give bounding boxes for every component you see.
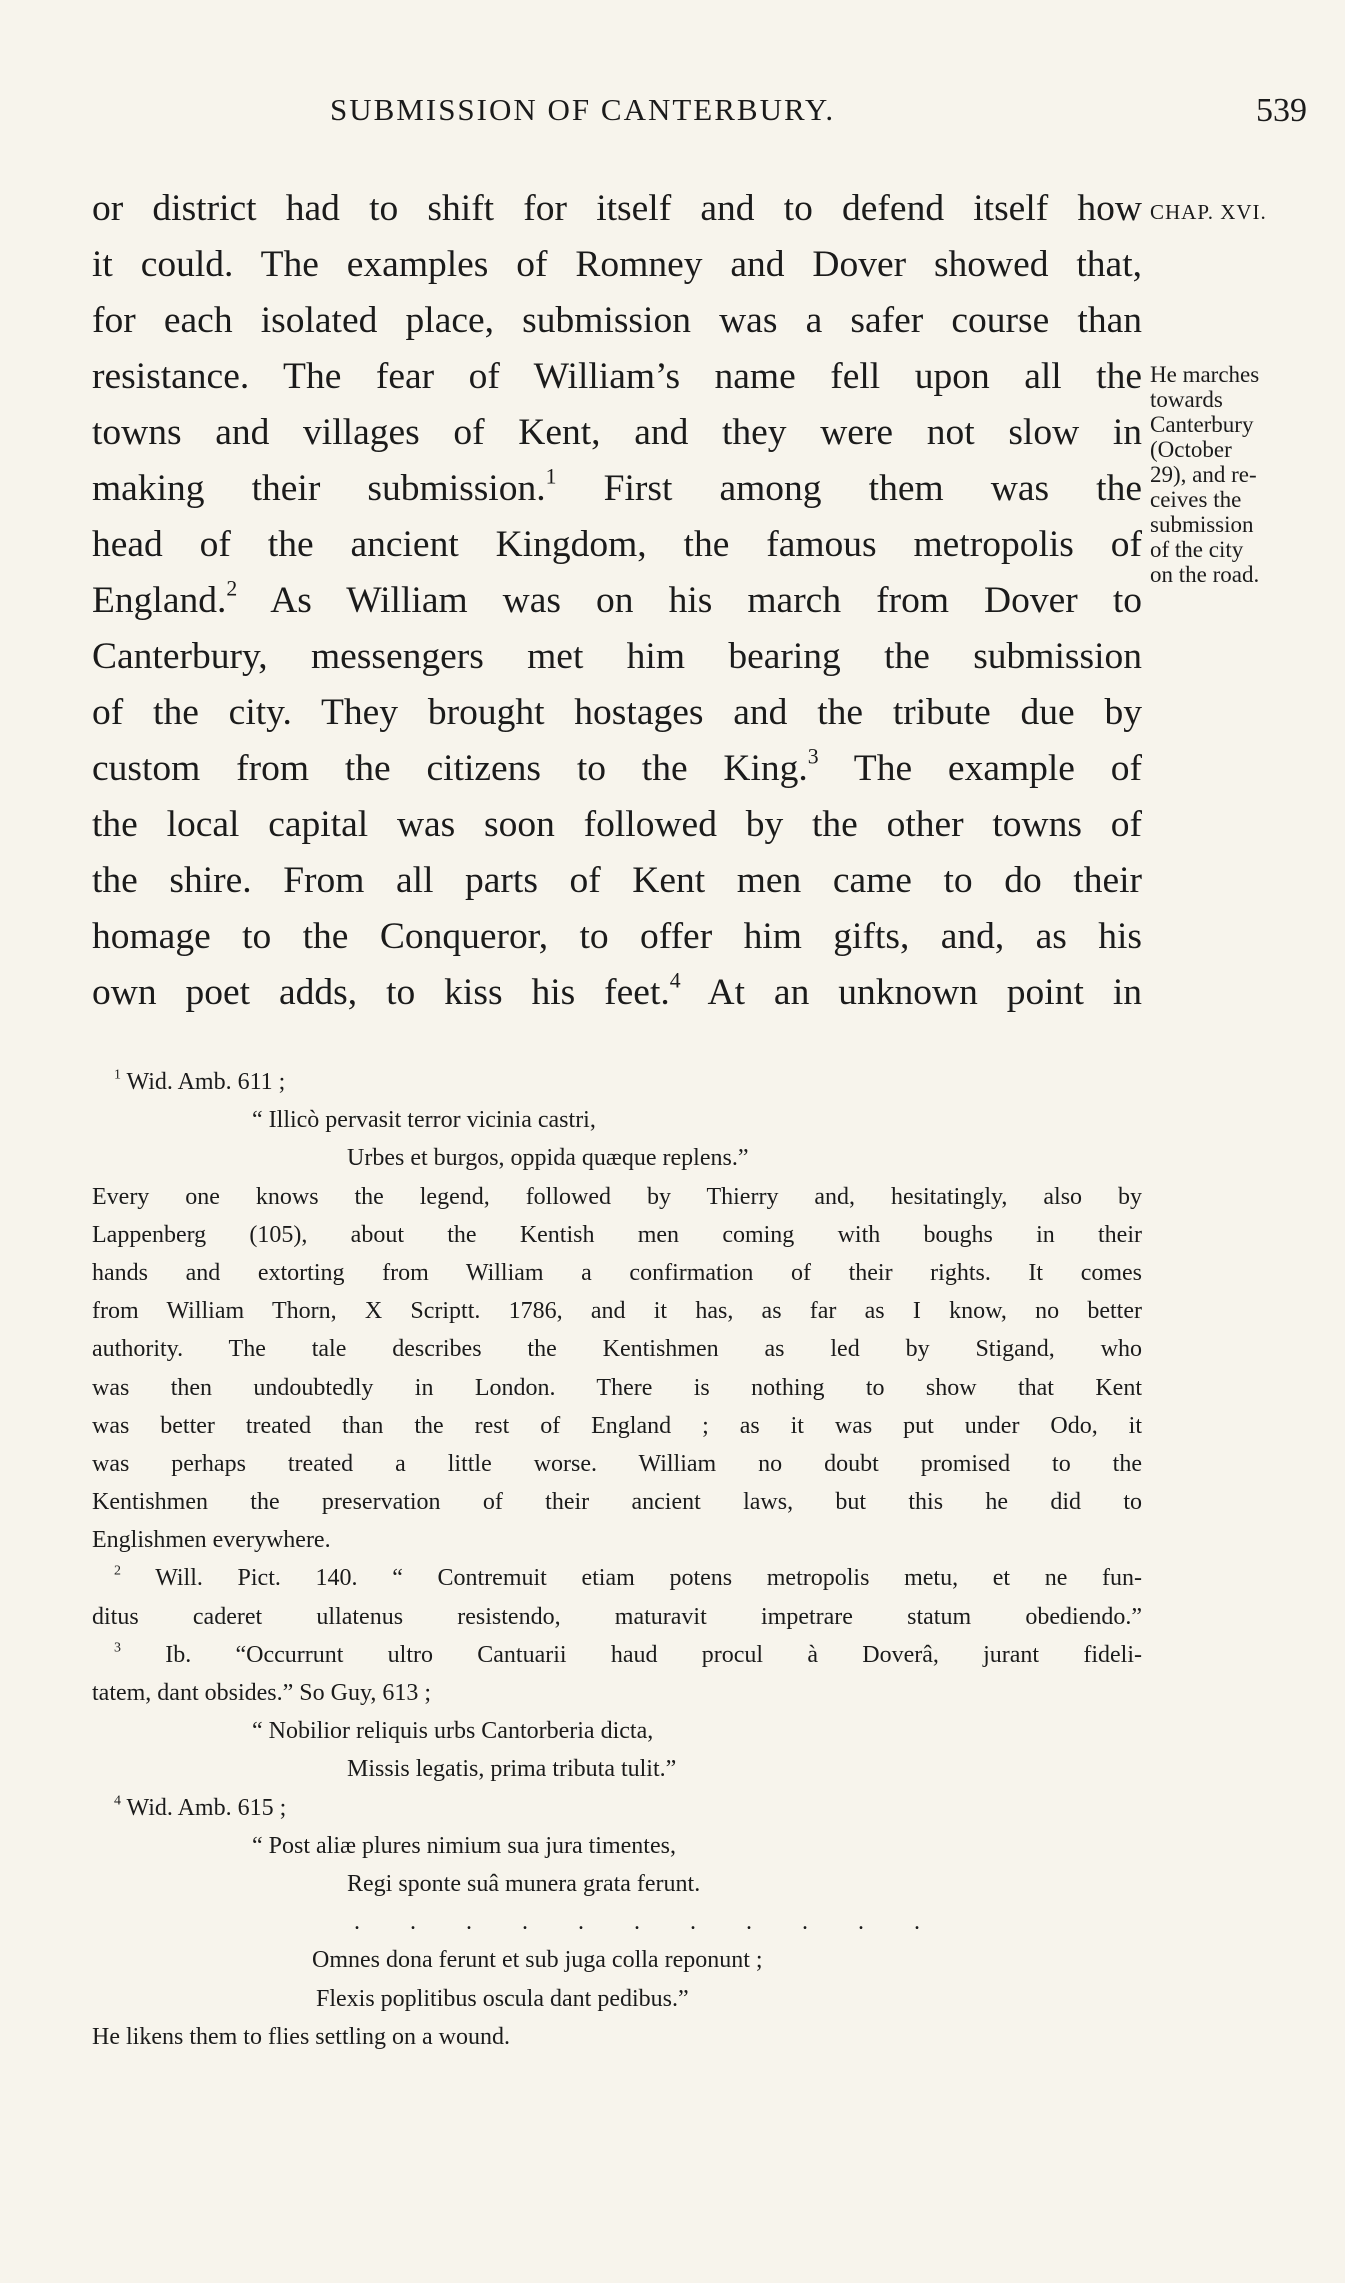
- body-segment: making their submission.: [92, 468, 546, 509]
- body-line: resistance. The fear of William’s name fell upon all the: [92, 356, 1142, 397]
- footnote-verse: Regi sponte suâ munera grata ferunt.: [347, 1870, 701, 1897]
- body-line: it could. The examples of Romney and Dover showed that,: [92, 244, 1142, 285]
- footnote-line: hands and extorting from William a confirmation of their rights. It comes: [92, 1259, 1142, 1286]
- footnote-marker: 1: [114, 1067, 121, 1083]
- body-segment: First among them was the: [556, 468, 1142, 509]
- footnote-text: Ib. “Occurrunt ultro Cantuarii haud procul à Doverâ, jurant fideli-: [165, 1641, 1143, 1668]
- footnote-line: He likens them to flies settling on a wound.: [92, 2023, 510, 2050]
- footnote-line: tatem, dant obsides.” So Guy, 613 ;: [92, 1680, 432, 1706]
- body-line: [92, 461, 1142, 517]
- footnote-verse: Omnes dona ferunt et sub juga colla reponunt ;: [312, 1947, 763, 1974]
- running-header: [92, 92, 1307, 140]
- footnote-1-head: [92, 1063, 1142, 1101]
- body-line: [92, 965, 1142, 1021]
- body-line: for each isolated place, submission was a safer course than: [92, 300, 1142, 341]
- footnote-line: was then undoubtedly in London. There is nothing to show that Kent: [92, 1374, 1142, 1401]
- body-line: the local capital was soon followed by the other towns of: [92, 804, 1142, 845]
- footnote-ref: 1: [545, 464, 557, 489]
- footnote-verse: Urbes et burgos, oppida quæque replens.”: [347, 1145, 749, 1172]
- sidenote-line: Canterbury: [1150, 412, 1254, 437]
- margin-sidenote: [1150, 362, 1320, 587]
- chapter-marker: CHAP. XVI.: [1150, 200, 1267, 224]
- footnote-line: authority. The tale describes the Kentishmen as led by Stigand, who: [92, 1336, 1142, 1363]
- footnote-marker: 3: [114, 1640, 121, 1656]
- footnote-verse: Missis legatis, prima tributa tulit.”: [347, 1756, 677, 1783]
- footnote-text: Wid. Amb. 615 ;: [126, 1794, 287, 1821]
- body-segment: own poet adds, to kiss his feet.: [92, 972, 670, 1013]
- running-head-title: SUBMISSION OF CANTERBURY.: [330, 92, 836, 127]
- sidenote-line: 29), and re-: [1150, 462, 1257, 487]
- footnote-verse: “ Post aliæ plures nimium sua jura timentes,: [252, 1832, 676, 1859]
- sidenote-line: submission: [1150, 512, 1254, 537]
- body-line: Canterbury, messengers met him bearing the submission: [92, 636, 1142, 677]
- body-line: [92, 741, 1142, 797]
- sidenote-line: of the city: [1150, 537, 1244, 562]
- footnote-line: Lappenberg (105), about the Kentish men coming with boughs in their: [92, 1221, 1142, 1248]
- footnote-text: Will. Pict. 140. “ Contremuit etiam potens metropolis metu, et ne fun-: [155, 1565, 1142, 1592]
- body-line: homage to the Conqueror, to offer him gifts, and, as his: [92, 916, 1142, 957]
- body-line: of the city. They brought hostages and the tribute due by: [92, 692, 1142, 733]
- footnote-line: from William Thorn, X Scriptt. 1786, and it has, as far as I know, no better: [92, 1298, 1142, 1325]
- footnote-text: Wid. Amb. 611 ;: [126, 1069, 286, 1095]
- body-segment: England.: [92, 580, 227, 621]
- body-segment: As William was on his march from Dover to: [237, 580, 1142, 621]
- footnote-line: Kentishmen the preservation of their ancient laws, but this he did to: [92, 1489, 1142, 1516]
- footnote-4-head: [92, 1789, 1142, 1827]
- body-line: [92, 573, 1142, 629]
- body-line: towns and villages of Kent, and they were not slow in: [92, 412, 1142, 453]
- body-segment: At an unknown point in: [680, 972, 1142, 1013]
- footnote-line: ditus caderet ullatenus resistendo, maturavit impetrare statum obediendo.”: [92, 1603, 1142, 1630]
- footnote-line: was better treated than the rest of England ; as it was put under Odo, it: [92, 1412, 1142, 1439]
- sidenote-line: ceives the: [1150, 487, 1242, 512]
- footnote-ref: 3: [807, 744, 819, 769]
- body-segment: The example of: [818, 748, 1142, 789]
- ellipsis-dots: . . . . . . . . . . .: [354, 1909, 942, 1936]
- footnote-3-line: [92, 1636, 1142, 1674]
- sidenote-line: (October: [1150, 437, 1232, 462]
- body-line: the shire. From all parts of Kent men came to do their: [92, 860, 1142, 901]
- footnote-verse: “ Illicò pervasit terror vicinia castri,: [252, 1107, 596, 1134]
- footnote-verse: Flexis poplitibus oscula dant pedibus.”: [316, 1985, 689, 2012]
- footnote-line: Englishmen everywhere.: [92, 1527, 331, 1554]
- sidenote-line: towards: [1150, 387, 1223, 412]
- body-line: or district had to shift for itself and to defend itself how: [92, 188, 1142, 229]
- sidenote-line: on the road.: [1150, 562, 1260, 587]
- footnote-verse: “ Nobilior reliquis urbs Cantorberia dicta,: [252, 1718, 654, 1745]
- footnote-line: was perhaps treated a little worse. William no doubt promised to the: [92, 1450, 1142, 1477]
- footnotes: [92, 1063, 1142, 2056]
- footnote-ref: 4: [669, 968, 681, 993]
- body-line: head of the ancient Kingdom, the famous metropolis of: [92, 524, 1142, 565]
- footnote-ref: 2: [226, 576, 238, 601]
- page-number: 539: [1256, 92, 1307, 129]
- footnote-2-line: [92, 1559, 1142, 1597]
- body-segment: custom from the citizens to the King.: [92, 748, 808, 789]
- footnote-marker: 2: [114, 1564, 121, 1579]
- footnote-line: Every one knows the legend, followed by Thierry and, hesitatingly, also by: [92, 1183, 1142, 1210]
- sidenote-line: He marches: [1150, 362, 1260, 387]
- body-text: [92, 181, 1142, 1021]
- footnote-marker: 4: [114, 1793, 121, 1809]
